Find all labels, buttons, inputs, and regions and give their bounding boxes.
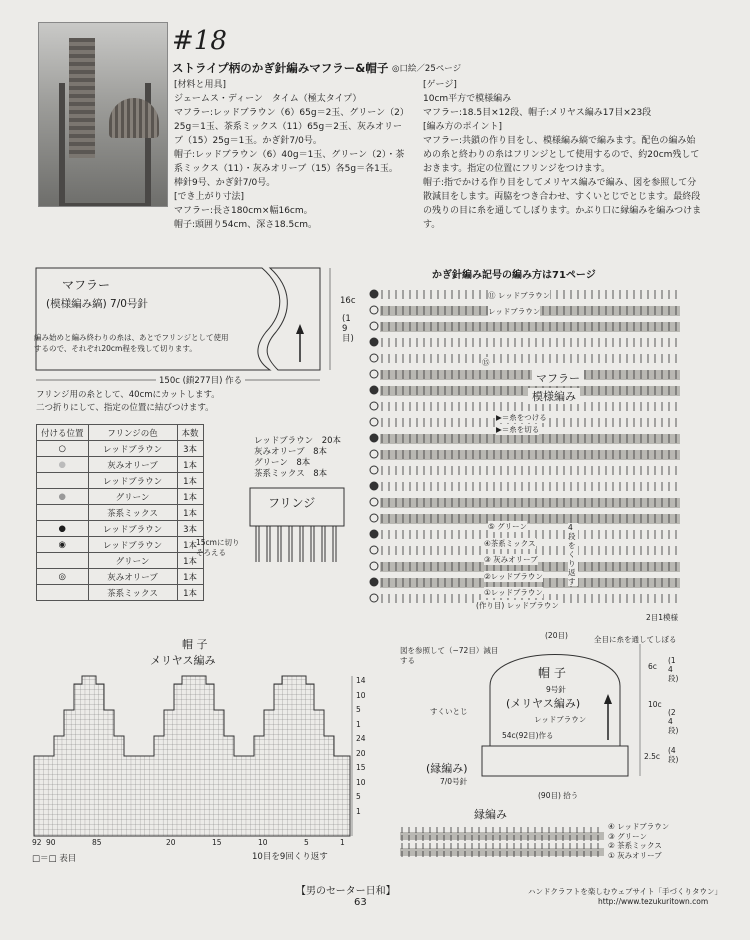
stitch-label-10: レッドブラウン	[488, 307, 541, 316]
fringe-th-pos: 付ける位置	[37, 425, 89, 441]
points-heading: [編み方のポイント]	[423, 122, 503, 132]
fringe-position-marker	[370, 370, 378, 378]
hat-col-15: 15	[212, 838, 222, 847]
edge-label: ② 茶系ミックス	[608, 841, 662, 850]
scarf-rows: (19目)	[342, 314, 354, 344]
hat-edge: (縁編み)	[426, 762, 468, 775]
fringe-count: 3本	[177, 441, 203, 457]
size-hat: 帽子:頭囲り54cm、深さ18.5cm。	[174, 220, 317, 230]
hat-row-label: 20	[356, 748, 366, 758]
fringe-pos	[37, 473, 89, 489]
stitch-band	[380, 514, 680, 524]
hat-h2-rows: (24段)	[668, 708, 679, 735]
fringe-count-num: 20本	[321, 436, 342, 446]
stitch-legend-1: ▶＝糸をつける	[496, 413, 547, 422]
materials-scarf: マフラー:レッドブラウン（6）65g＝2玉、グリーン（2）25g＝1玉、茶系ミックス（11）65g＝2玉、灰みオリーブ（15）25g＝1玉。かぎ針7/0号。	[174, 108, 405, 146]
edge-label: ① 灰みオリーブ	[608, 850, 662, 860]
gauge-line1: 10cm平方で模様編み	[423, 94, 512, 104]
points-hat: 帽子:指でかける作り目をしてメリヤス編みで編み、図を参照して分散減目をします。両脇をつき合わせ、すくいとじでとじます。最終段の残りの目に糸を通してしぼります。かぶり口に縁編みを編みつけます。	[423, 178, 702, 230]
hat-cast-on: 54c(92目)作る	[502, 731, 554, 740]
fringe-color: レッドブラウン	[88, 441, 177, 457]
legend-attach: ＝糸をつける	[501, 413, 547, 422]
footer-site: ハンドクラフトを楽しむウェブサイト「手づくりタウン」	[528, 887, 723, 896]
fringe-cut: 15cmに切りそろえる	[196, 538, 240, 557]
fringe-color: 灰みオリーブ	[88, 457, 177, 473]
fringe-table	[36, 424, 204, 601]
hat-h1-rows: (14段)	[668, 656, 679, 683]
fringe-pos: ◉	[37, 537, 89, 553]
fringe-pos: ●	[37, 489, 89, 505]
fringe-color: レッドブラウン	[88, 473, 177, 489]
fringe-position-marker	[370, 482, 378, 490]
product-photo	[38, 22, 168, 207]
gauge-block	[423, 78, 703, 232]
hat-color: レッドブラウン	[534, 715, 587, 724]
fringe-position-marker	[370, 530, 378, 538]
fringe-count-color: 灰みオリーブ	[254, 447, 305, 457]
fringe-position-marker	[370, 562, 378, 570]
scarf-title: マフラー	[62, 278, 111, 292]
fringe-pos	[37, 505, 89, 521]
stitch-band	[380, 450, 680, 460]
hat-image	[109, 98, 159, 138]
fringe-pos: ●	[37, 457, 89, 473]
materials-hat: 帽子:レッドブラウン（6）40g＝1玉、グリーン（2）・茶系ミックス（11）・灰みオリーブ（15）各5g＝各1玉。棒針9号、かぎ針7/0号。	[174, 150, 405, 188]
materials-block	[174, 78, 406, 232]
fringe-count-color: 茶系ミックス	[254, 469, 305, 479]
scarf-note: 編み始めと編み終わりの糸は、あとでフリンジとして使用するので、それぞれ20cm程を残して切ります。	[34, 333, 229, 353]
hat-row-label: 15	[356, 763, 366, 772]
footer-url[interactable]: http://www.tezukuritown.com	[598, 897, 709, 906]
hat-decrease-note: 図を参照して（−72目）減目する	[400, 646, 499, 665]
edge-label: ③ グリーン	[608, 831, 647, 841]
fringe-color: グリーン	[88, 489, 177, 505]
size-scarf: マフラー:長さ180cm×幅16cm。	[174, 206, 313, 216]
hat-col-85: 85	[92, 838, 102, 847]
fringe-position-marker	[370, 546, 378, 554]
fringe-pos	[37, 553, 89, 569]
size-heading: [でき上がり寸法]	[174, 192, 245, 202]
stitch-band	[380, 498, 680, 508]
stitch-band	[380, 370, 680, 380]
hat-grid-chart	[30, 670, 375, 870]
fringe-color: グリーン	[88, 553, 177, 569]
fringe-th-count: 本数	[177, 425, 203, 441]
hat-chart-sub: メリヤス編み	[150, 654, 216, 667]
fringe-color: レッドブラウン	[88, 537, 177, 553]
stitch-row	[370, 434, 680, 444]
fringe-position-marker	[370, 594, 378, 602]
fringe-count-num: 8本	[313, 469, 328, 479]
hat-gather-note: 全目に糸を通してしぼる	[594, 635, 677, 644]
fringe-position-marker	[370, 322, 378, 330]
materials-yarn: ジェームス・ディーン タイム（極太タイプ）	[174, 94, 362, 104]
pattern-number: #18	[172, 26, 227, 56]
fringe-count-color: グリーン	[254, 458, 288, 468]
fringe-position-marker	[370, 514, 378, 522]
hat-row-labels	[356, 674, 366, 819]
stitch-label-5: ⑤ グリーン	[488, 522, 527, 531]
fringe-note-1: フリンジ用の糸として、40cmにカットします。	[36, 390, 220, 400]
points-scarf: マフラー:共鎖の作り目をし、模様編み縞で編みます。配色の編み始めの糸と終わりの糸はフリンジとして使用するので、約20cm残しておきます。指定の位置にフリンジをつけます。	[423, 136, 700, 174]
scarf-length: 150c (鎖277目) 作る	[156, 374, 245, 386]
stitch-row	[370, 322, 680, 332]
fringe-count-color: レッドブラウン	[254, 436, 314, 446]
hat-chart-title: 帽 子	[182, 638, 208, 651]
stitch-row	[370, 482, 676, 491]
scarf-sub: (模様編み縞) 7/0号針	[46, 298, 148, 310]
fringe-count: 1本	[177, 569, 203, 585]
stitch-row	[370, 450, 680, 460]
fringe-position-marker	[370, 338, 378, 346]
fringe-position-marker	[370, 306, 378, 314]
fringe-color: 灰みオリーブ	[88, 569, 177, 585]
fringe-count: 3本	[177, 521, 203, 537]
hat-repeat: 10目を9回くり返す	[252, 852, 328, 862]
fringe-position-marker	[370, 434, 378, 442]
fringe-pos: ○	[37, 441, 89, 457]
fringe-count: 1本	[177, 537, 203, 553]
fringe-position-marker	[370, 578, 378, 586]
fringe-count: 1本	[177, 473, 203, 489]
fringe-pos	[37, 585, 89, 601]
fringe-note-2: 二つ折りにして、指定の位置に結びつけます。	[36, 403, 214, 413]
hat-top-stitches: (20目)	[545, 631, 568, 640]
stitch-label-1: ①レッドブラウン	[484, 588, 543, 597]
stitch-sub: 模様編み	[528, 388, 580, 404]
fringe-pos: ◎	[37, 569, 89, 585]
fringe-position-marker	[370, 450, 378, 458]
stitch-legend-2: ▶＝糸を切る	[496, 425, 540, 434]
stitch-band	[380, 434, 680, 444]
stitch-label-11: ⑪ レッドブラウン	[488, 291, 551, 300]
fringe-count: 1本	[177, 457, 203, 473]
title-ref: ◎口絵／25ページ	[392, 64, 462, 74]
hat-h2: 10c	[648, 700, 662, 709]
stitch-label-4: ④茶系ミックス	[484, 539, 536, 548]
fringe-count-num: 8本	[296, 458, 311, 468]
hat-pickup: (90目) 拾う	[538, 791, 579, 800]
hat-edge-needle: 7/0号針	[440, 777, 468, 786]
hat-h3: 2.5c	[644, 752, 661, 761]
edge-label: ④ レッドブラウン	[608, 822, 670, 831]
stitch-row-mark: ⑮	[482, 358, 490, 367]
hat-row-label: 5	[356, 705, 361, 714]
edge-chart	[396, 822, 616, 866]
stitch-row	[370, 338, 676, 347]
fringe-count-num: 8本	[313, 447, 328, 457]
hat-h3-rows: (4段)	[668, 746, 679, 764]
pattern-title: ストライプ柄のかぎ針編みマフラー&帽子	[172, 61, 389, 75]
materials-heading: [材料と用具]	[174, 80, 227, 90]
stitch-label-cast-on: (作り目) レッドブラウン	[476, 601, 559, 610]
scarf-width: 16c	[340, 296, 356, 306]
crochet-ref: かぎ針編み記号の編み方は71ページ	[432, 270, 596, 281]
page-number: 63	[354, 897, 367, 908]
hat-seam: すくいとじ	[430, 707, 468, 716]
footer-book: 【男のセーター日和】	[296, 886, 396, 897]
edge-title: 縁編み	[474, 808, 507, 821]
hat-col-10: 10	[258, 838, 268, 847]
stitch-row	[370, 386, 680, 396]
hat-col-90: 90	[46, 838, 56, 847]
stitch-row	[370, 370, 680, 380]
stitch-repeat-2: 2目1模様	[646, 613, 679, 622]
fringe-count: 1本	[177, 505, 203, 521]
fringe-position-marker	[370, 386, 378, 394]
fringe-position-marker	[370, 402, 378, 410]
hat-legend: □＝□ 表目	[32, 854, 77, 864]
fringe-position-marker	[370, 418, 378, 426]
stitch-label-2: ②レッドブラウン	[484, 572, 543, 581]
fringe-pos: ●	[37, 521, 89, 537]
hat-row-label: 1	[356, 719, 361, 729]
stitch-row	[370, 498, 680, 508]
edge-labels	[608, 822, 669, 860]
stitch-title: マフラー	[532, 370, 584, 386]
stitch-label-3: ③ 灰みオリーブ	[484, 555, 538, 564]
fringe-count: 1本	[177, 553, 203, 569]
hat-col-5: 5	[304, 838, 309, 847]
stitch-repeat: 4段をくり返す	[568, 523, 578, 586]
fringe-th-color: フリンジの色	[88, 425, 177, 441]
hat-title: 帽 子	[538, 666, 566, 680]
hat-needle: 9号針	[546, 685, 566, 694]
stitch-row	[370, 354, 676, 363]
stitch-band	[380, 322, 680, 332]
gauge-line2: マフラー:18.5目×12段、帽子:メリヤス編み17目×23段	[423, 108, 652, 118]
hat-row-label: 10	[356, 777, 366, 787]
fringe-position-marker	[370, 354, 378, 362]
hat-row-label: 14	[356, 676, 366, 685]
stitch-row	[370, 402, 676, 411]
gauge-heading: [ゲージ]	[423, 80, 457, 90]
hat-col-92: 92	[32, 838, 42, 847]
hat-h1: 6c	[648, 662, 657, 671]
fringe-position-marker	[370, 466, 378, 474]
fringe-color: レッドブラウン	[88, 521, 177, 537]
hat-col-1: 1	[340, 838, 345, 847]
fringe-position-marker	[370, 498, 378, 506]
hat-pattern: (メリヤス編み)	[506, 697, 581, 710]
fringe-count-list	[254, 436, 341, 480]
hat-row-label: 24	[356, 734, 366, 743]
fringe-count: 1本	[177, 585, 203, 601]
fringe-color: 茶系ミックス	[88, 505, 177, 521]
fringe-color: 茶系ミックス	[88, 585, 177, 601]
hat-row-label: 5	[356, 792, 361, 801]
legend-cut: ＝糸を切る	[501, 425, 540, 434]
hat-col-20: 20	[166, 838, 176, 847]
fringe-label: フリンジ	[268, 496, 316, 510]
fringe-position-marker	[370, 290, 378, 298]
hat-row-label: 10	[356, 690, 366, 700]
hat-row-label: 1	[356, 806, 361, 816]
stitch-row	[370, 466, 676, 475]
fringe-count: 1本	[177, 489, 203, 505]
